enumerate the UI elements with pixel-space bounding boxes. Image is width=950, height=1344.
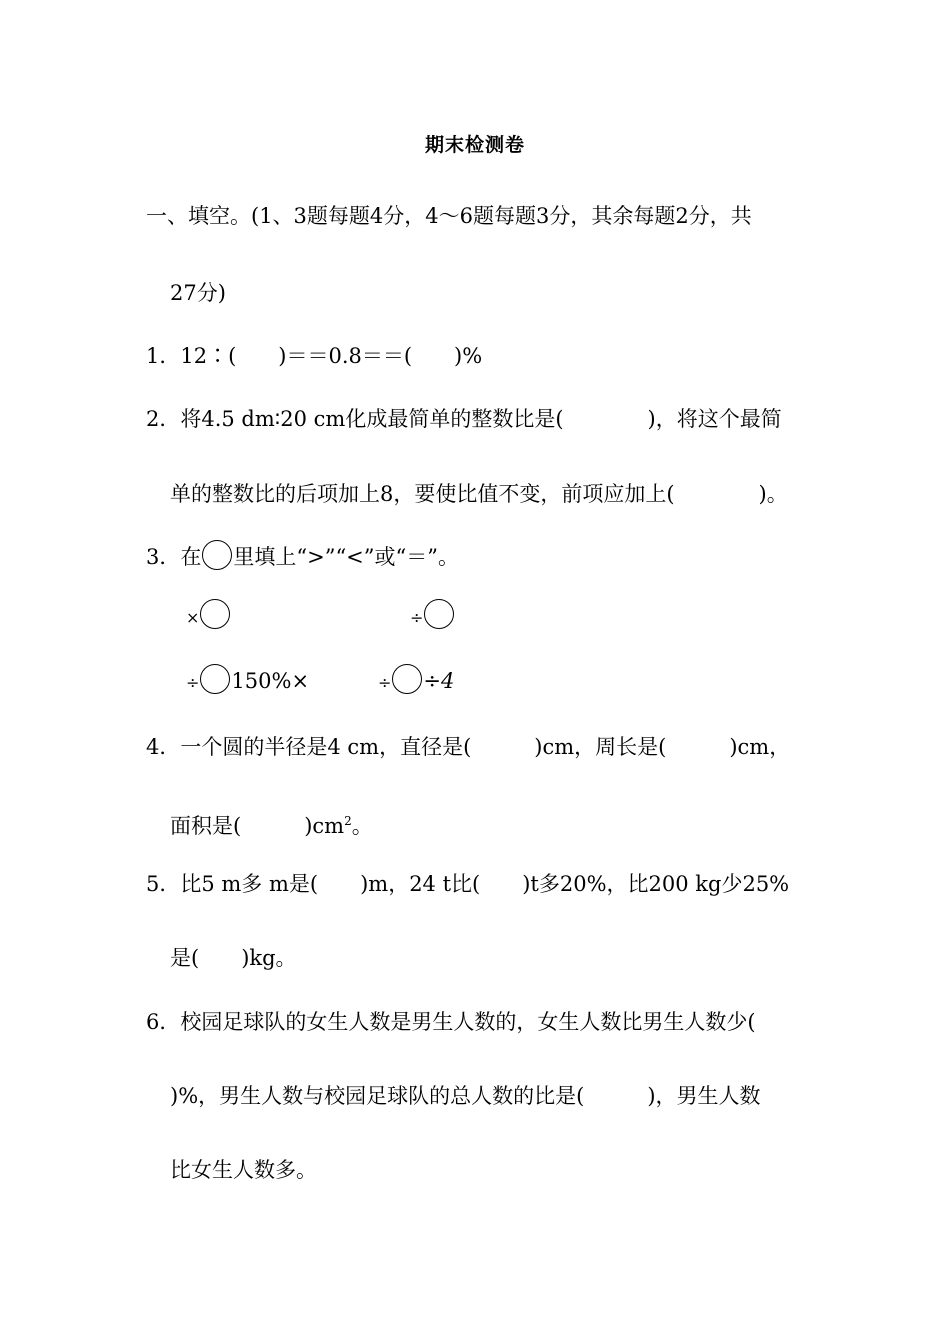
question-6-line-1: 6．校园足球队的女生人数是男生人数的，女生人数比男生人数少( [146,1010,756,1034]
question-3-suffix: 里填上“>”“<”或“＝”。 [233,545,459,569]
squared-superscript: 2 [344,814,352,828]
question-5-line-1: 5．比5 m多 m是( )m，24 t比( )t多20%，比200 kg少25% [146,872,790,896]
compare-circle-blank[interactable] [424,599,454,629]
q3-item-3 [186,664,309,696]
compare-circle-blank[interactable] [200,664,230,694]
question-5-line-2: 是( )kg。 [170,946,297,970]
q3-item-3-expression: 150%× [231,669,310,693]
operator: ÷ [186,673,200,692]
operator: × [186,608,200,627]
q3-item-4 [378,664,454,696]
question-3 [146,540,459,570]
question-1: 1．12∶( )＝＝0.8＝＝( )% [146,344,483,368]
compare-circle-blank[interactable] [392,664,422,694]
operator: ÷ [410,608,424,627]
section-heading: 一、填空。(1、3题每题4分，4～6题每题3分，其余每题2分，共 [146,204,752,228]
q4-area-text: 面积是( )cm [170,814,345,838]
question-6-line-3: 比女生人数多。 [170,1158,317,1182]
compare-circle-blank[interactable] [202,540,232,570]
q3-item-1 [186,599,231,631]
question-3-prefix: 3．在 [146,545,202,569]
question-4-line-2 [170,808,373,839]
page-title: 期末检测卷 [424,134,525,156]
section-heading-cont: 27分) [170,281,226,305]
q3-item-2 [410,599,455,631]
operator: ÷ [378,673,392,692]
compare-circle-blank[interactable] [200,599,230,629]
question-2-line-2: 单的整数比的后项加上8，要使比值不变，前项应加上( )。 [170,482,788,506]
q3-item-4-expression: ÷4 [423,669,455,693]
question-6-line-2: )%，男生人数与校园足球队的总人数的比是( )，男生人数 [170,1084,761,1108]
question-4-line-1: 4．一个圆的半径是4 cm，直径是( )cm，周长是( )cm， [146,735,791,759]
q4-area-end: 。 [351,814,373,838]
question-2-line-1: 2．将4.5 dm∶20 cm化成最简单的整数比是( )，将这个最简 [146,407,782,431]
